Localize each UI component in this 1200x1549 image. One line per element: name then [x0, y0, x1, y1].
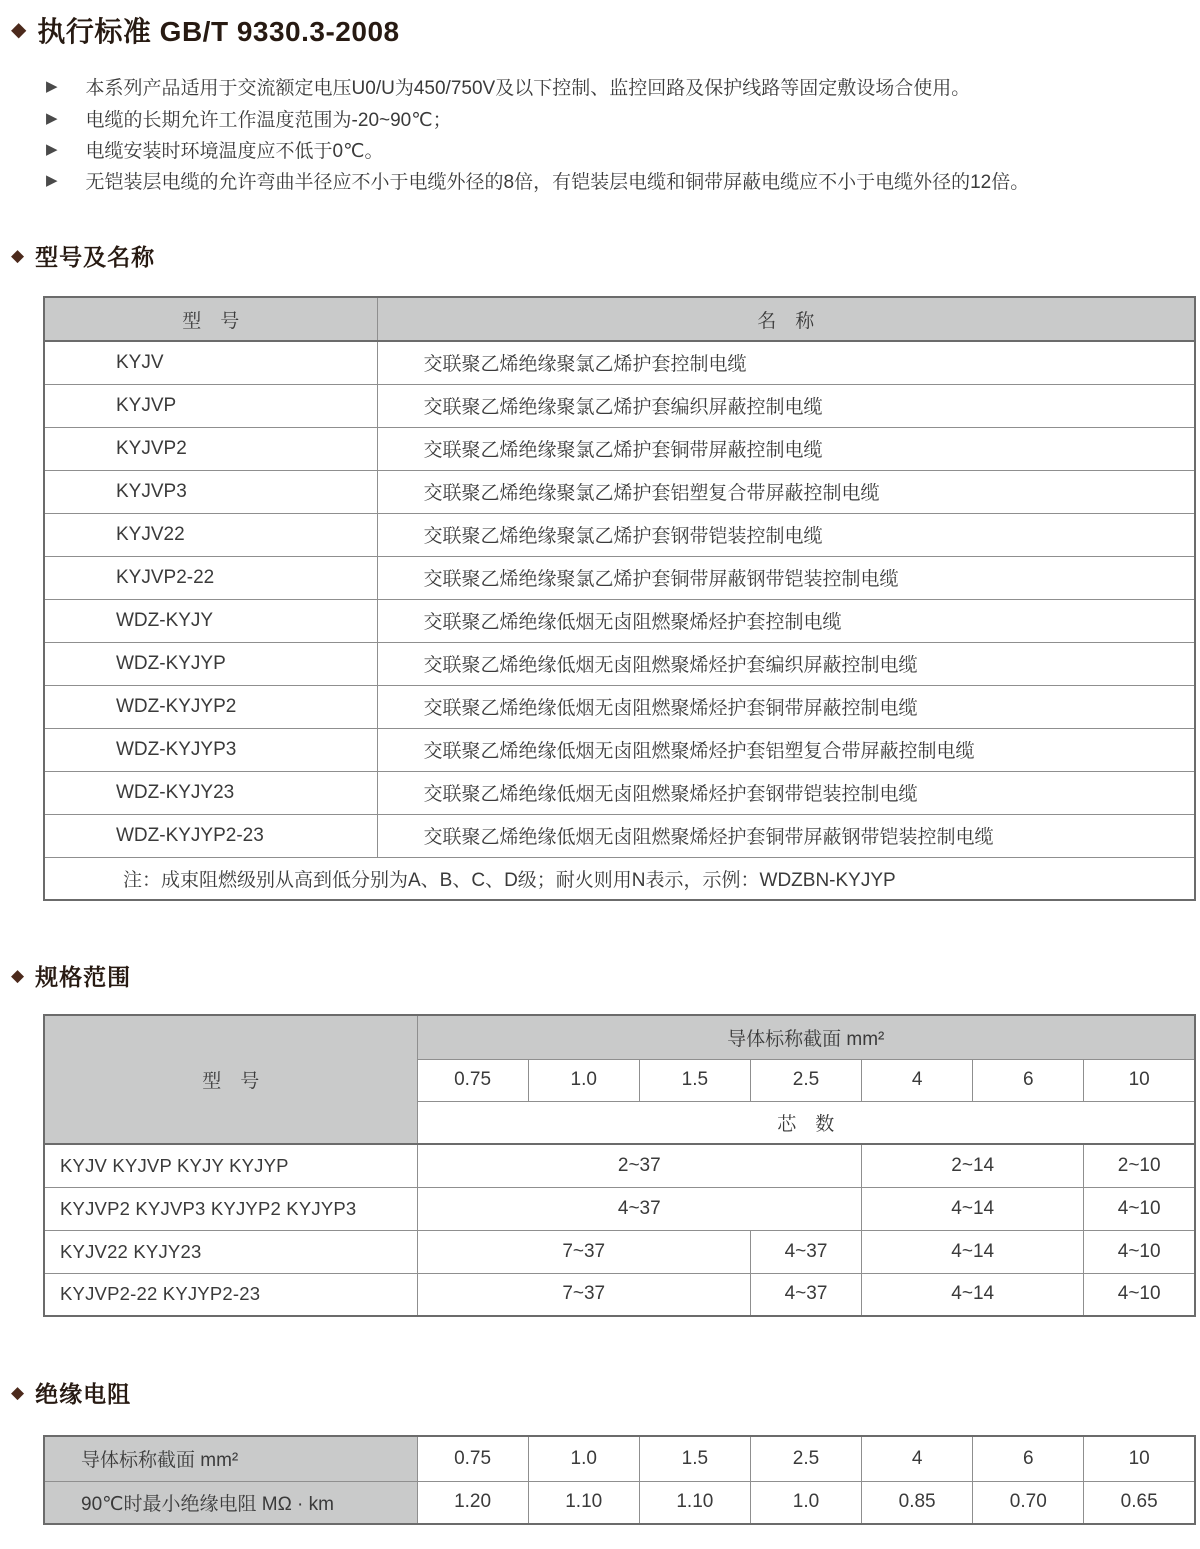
- table-row: [44, 513, 1195, 556]
- note-text: 电缆安装时环境温度应不低于0℃。: [85, 140, 384, 162]
- model-code-cell: KYJV: [44, 341, 377, 384]
- size-header-cell: 2.5: [750, 1059, 861, 1101]
- resistance-value-cell: 6: [973, 1436, 1084, 1481]
- model-name-cell: 交联聚乙烯绝缘聚氯乙烯护套铜带屏蔽钢带铠装控制电缆: [377, 556, 1195, 599]
- spec-model-cell: KYJV KYJVP KYJY KYJYP: [44, 1144, 417, 1187]
- diamond-icon: ◆: [11, 1383, 25, 1402]
- resistance-value-cell: 2.5: [750, 1436, 861, 1481]
- model-code-cell: KYJVP: [44, 384, 377, 427]
- resistance-value-cell: 1.20: [417, 1481, 528, 1524]
- resistance-value-cell: 10: [1084, 1436, 1195, 1481]
- core-range-cell: 4~37: [750, 1273, 861, 1316]
- model-name-cell: 交联聚乙烯绝缘聚氯乙烯护套编织屏蔽控制电缆: [377, 384, 1195, 427]
- core-range-cell: 4~14: [862, 1273, 1084, 1316]
- models-header-name: 名 称: [377, 297, 1195, 341]
- model-name-cell: 交联聚乙烯绝缘聚氯乙烯护套控制电缆: [377, 341, 1195, 384]
- core-range-cell: 2~37: [417, 1144, 862, 1187]
- resistance-value-cell: 1.10: [639, 1481, 750, 1524]
- resistance-value-cell: 1.5: [639, 1436, 750, 1481]
- models-note-cell: 注：成束阻燃级别从高到低分别为A、B、C、D级；耐火则用N表示，示例：WDZBN-KYJYP: [44, 857, 1195, 900]
- core-range-cell: 4~37: [417, 1187, 862, 1230]
- diamond-icon: ◆: [11, 246, 25, 265]
- standard-heading: [11, 10, 400, 50]
- spec-model-cell: KYJVP2-22 KYJYP2-23: [44, 1273, 417, 1316]
- table-row: [44, 1187, 1195, 1230]
- model-name-cell: 交联聚乙烯绝缘低烟无卤阻燃聚烯烃护套钢带铠装控制电缆: [377, 771, 1195, 814]
- table-row: [44, 728, 1195, 771]
- size-header-cell: 6: [973, 1059, 1084, 1101]
- size-header-cell: 0.75: [417, 1059, 528, 1101]
- model-name-cell: 交联聚乙烯绝缘低烟无卤阻燃聚烯烃护套编织屏蔽控制电缆: [377, 642, 1195, 685]
- table-row: [44, 1273, 1195, 1316]
- core-range-cell: 2~14: [862, 1144, 1084, 1187]
- resistance-table: [43, 1435, 1196, 1525]
- specs-heading: [11, 959, 131, 992]
- note-item: [46, 71, 1029, 102]
- model-code-cell: WDZ-KYJY: [44, 599, 377, 642]
- resistance-value-cell: 0.65: [1084, 1481, 1195, 1524]
- core-range-cell: 4~10: [1084, 1230, 1195, 1273]
- resistance-value-cell: 0.85: [862, 1481, 973, 1524]
- model-name-cell: 交联聚乙烯绝缘低烟无卤阻燃聚烯烃护套控制电缆: [377, 599, 1195, 642]
- specs-heading-text: 规格范围: [35, 964, 132, 990]
- model-code-cell: KYJVP2-22: [44, 556, 377, 599]
- model-name-cell: 交联聚乙烯绝缘低烟无卤阻燃聚烯烃护套铜带屏蔽钢带铠装控制电缆: [377, 814, 1195, 857]
- triangle-bullet-icon: ▶: [46, 78, 58, 96]
- models-header-row: [44, 297, 1195, 341]
- triangle-bullet-icon: ▶: [46, 172, 58, 190]
- table-row: [44, 556, 1195, 599]
- specs-header-conductor: 导体标称截面 mm²: [417, 1015, 1195, 1059]
- model-name-cell: 交联聚乙烯绝缘低烟无卤阻燃聚烯烃护套铜带屏蔽控制电缆: [377, 685, 1195, 728]
- model-name-cell: 交联聚乙烯绝缘聚氯乙烯护套钢带铠装控制电缆: [377, 513, 1195, 556]
- model-name-cell: 交联聚乙烯绝缘聚氯乙烯护套铜带屏蔽控制电缆: [377, 427, 1195, 470]
- table-row: [44, 341, 1195, 384]
- table-row: [44, 427, 1195, 470]
- triangle-bullet-icon: ▶: [46, 140, 58, 158]
- size-header-cell: 4: [862, 1059, 973, 1101]
- note-text: 本系列产品适用于交流额定电压U0/U为450/750V及以下控制、监控回路及保护线路等固定敷设场合使用。: [85, 78, 971, 100]
- core-range-cell: 4~14: [862, 1230, 1084, 1273]
- core-range-cell: 4~10: [1084, 1273, 1195, 1316]
- resistance-section-row: [44, 1436, 1195, 1481]
- table-row: [44, 1144, 1195, 1187]
- note-text: 电缆的长期允许工作温度范围为-20~90℃；: [85, 109, 452, 131]
- models-note-row: [44, 857, 1195, 900]
- core-range-cell: 4~10: [1084, 1187, 1195, 1230]
- note-item: [46, 102, 1029, 133]
- model-code-cell: WDZ-KYJYP3: [44, 728, 377, 771]
- table-row: [44, 814, 1195, 857]
- core-range-cell: 7~37: [417, 1230, 750, 1273]
- resistance-heading: [11, 1376, 131, 1409]
- diamond-icon: ◆: [11, 19, 27, 41]
- model-name-cell: 交联聚乙烯绝缘聚氯乙烯护套铝塑复合带屏蔽控制电缆: [377, 470, 1195, 513]
- table-row: [44, 470, 1195, 513]
- models-table: [43, 296, 1196, 901]
- resistance-value-cell: 1.10: [528, 1481, 639, 1524]
- resistance-value-cell: 0.70: [973, 1481, 1084, 1524]
- note-text: 无铠装层电缆的允许弯曲半径应不小于电缆外径的8倍，有铠装层电缆和铜带屏蔽电缆应不小于电缆外径的12倍。: [85, 172, 1030, 194]
- core-range-cell: 4~37: [750, 1230, 861, 1273]
- table-row: [44, 384, 1195, 427]
- standard-title: 执行标准 GB/T 9330.3-2008: [37, 16, 400, 47]
- table-row: [44, 685, 1195, 728]
- model-code-cell: KYJVP3: [44, 470, 377, 513]
- model-code-cell: WDZ-KYJYP2-23: [44, 814, 377, 857]
- model-code-cell: KYJVP2: [44, 427, 377, 470]
- resistance-value-row: [44, 1481, 1195, 1524]
- model-code-cell: WDZ-KYJYP: [44, 642, 377, 685]
- resistance-row-label: 90℃时最小绝缘电阻 MΩ · km: [44, 1481, 417, 1524]
- models-heading: [11, 239, 155, 272]
- table-row: [44, 642, 1195, 685]
- resistance-row-label: 导体标称截面 mm²: [44, 1436, 417, 1481]
- specs-header-row-1: [44, 1015, 1195, 1059]
- model-code-cell: WDZ-KYJY23: [44, 771, 377, 814]
- core-range-cell: 4~14: [862, 1187, 1084, 1230]
- specs-header-model: 型 号: [44, 1015, 417, 1144]
- spec-model-cell: KYJV22 KYJY23: [44, 1230, 417, 1273]
- table-row: [44, 771, 1195, 814]
- resistance-value-cell: 1.0: [528, 1436, 639, 1481]
- diamond-icon: ◆: [11, 966, 25, 985]
- resistance-value-cell: 4: [862, 1436, 973, 1481]
- note-item: [46, 134, 1029, 165]
- core-range-cell: 7~37: [417, 1273, 750, 1316]
- specs-header-cores: 芯 数: [417, 1101, 1195, 1144]
- size-header-cell: 1.5: [639, 1059, 750, 1101]
- size-header-cell: 1.0: [528, 1059, 639, 1101]
- table-row: [44, 1230, 1195, 1273]
- note-item: [46, 165, 1029, 196]
- model-name-cell: 交联聚乙烯绝缘低烟无卤阻燃聚烯烃护套铝塑复合带屏蔽控制电缆: [377, 728, 1195, 771]
- models-header-model: 型 号: [44, 297, 377, 341]
- resistance-value-cell: 0.75: [417, 1436, 528, 1481]
- standard-notes-list: [46, 71, 1029, 197]
- triangle-bullet-icon: ▶: [46, 109, 58, 127]
- size-header-cell: 10: [1084, 1059, 1195, 1101]
- model-code-cell: KYJV22: [44, 513, 377, 556]
- model-code-cell: WDZ-KYJYP2: [44, 685, 377, 728]
- models-heading-text: 型号及名称: [35, 244, 156, 270]
- table-row: [44, 599, 1195, 642]
- resistance-value-cell: 1.0: [750, 1481, 861, 1524]
- core-range-cell: 2~10: [1084, 1144, 1195, 1187]
- resistance-heading-text: 绝缘电阻: [35, 1381, 132, 1407]
- specs-table: [43, 1014, 1196, 1317]
- spec-model-cell: KYJVP2 KYJVP3 KYJYP2 KYJYP3: [44, 1187, 417, 1230]
